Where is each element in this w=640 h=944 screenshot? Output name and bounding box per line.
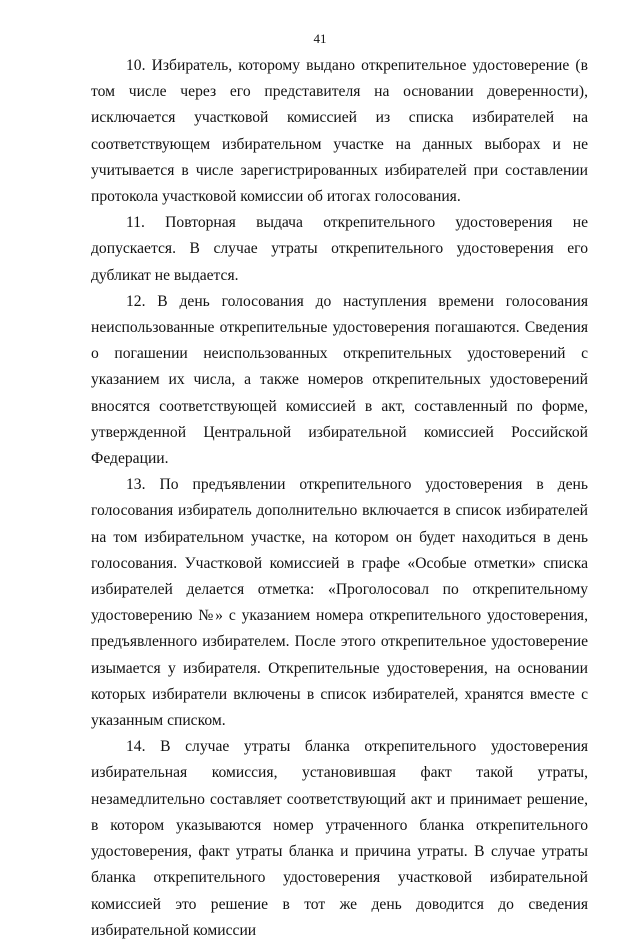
document-body (91, 53, 588, 944)
paragraph-14: 14. В случае утраты бланка открепительного удостоверения избирательная комиссия, установившая факт такой утраты, незамедлительно составляет соответствующий акт и принимает решение, в котором указываются номер утраченного бланка открепительного удостоверения, факт утраты бланка и причина утраты. В случае утраты бланка открепительного удостоверения участковой избирательной комиссией это решение в тот же день доводится до сведения избирательной комиссии (91, 738, 588, 939)
paragraph-11: 11. Повторная выдача открепительного удостоверения не допускается. В случае утраты открепительного удостоверения его дубликат не выдается. (91, 214, 588, 284)
paragraph-10: 10. Избиратель, которому выдано открепительное удостоверение (в том числе через его представителя на основании доверенности), исключается участковой комиссией из списка избирателей на соответствующем избирательном участке на данных выборах и не учитывается в числе зарегистрированных избирателей при составлении протокола участковой комиссии об итогах голосования. (91, 57, 588, 206)
paragraph-12: 12. В день голосования до наступления времени голосования неиспользованные открепительные удостоверения погашаются. Сведения о погашении неиспользованных открепительных удостоверений с указанием их числа, а также номеров открепительных удостоверений вносятся соответствующей комиссией в акт, составленный по форме, утвержденной Центральной избирательной комиссией Российской Федерации. (91, 292, 588, 468)
page-number: 41 (313, 31, 327, 46)
paragraph-13: 13. По предъявлении открепительного удостоверения в день голосования избиратель дополнительно включается в список избирателей на том избирательном участке, на котором он будет находиться в день голосования. Участковой комиссией в графе «Особые отметки» списка избирателей делается отметка: «Проголосовал по открепительному удостоверению №» с указанием номера открепительного удостоверения, предъявленного избирателем. После этого открепительное удостоверение изымается у избирателя. Открепительные удостоверения, на основании которых избиратели включены в список избирателей, хранятся вместе с указанным списком. (91, 476, 588, 730)
